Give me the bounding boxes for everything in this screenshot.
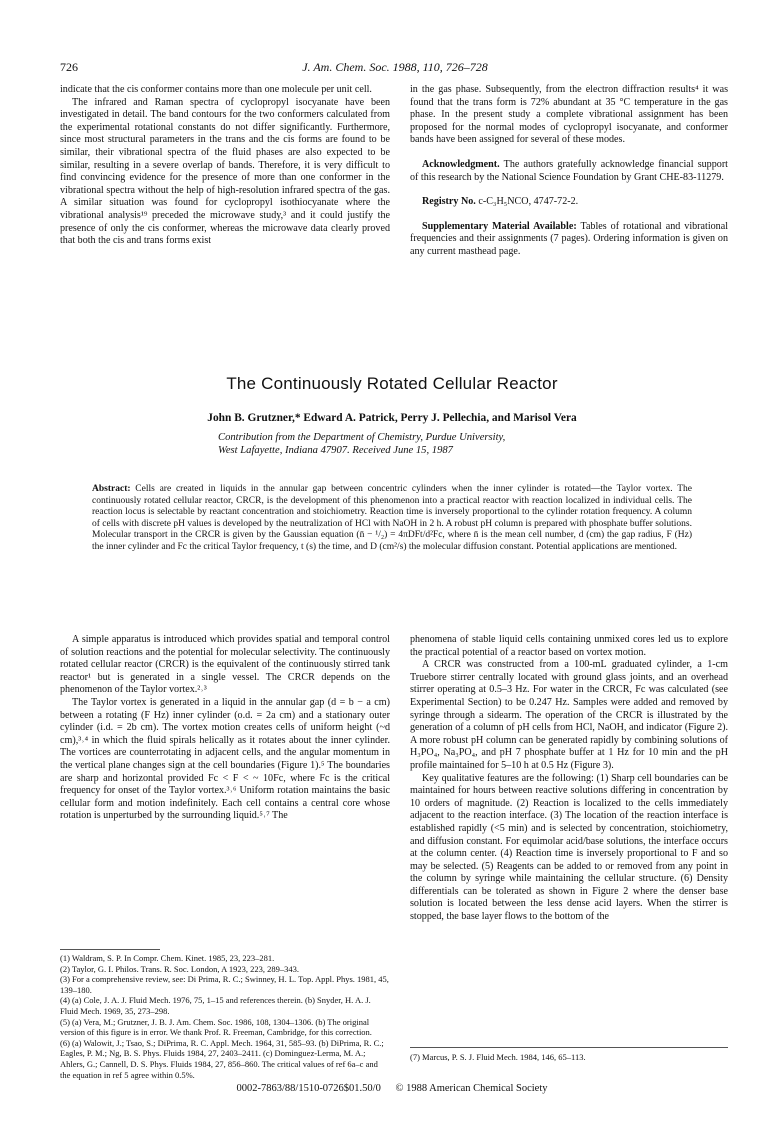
- footnote: (2) Taylor, G. I. Philos. Trans. R. Soc. London, A 1923, 223, 289–343.: [60, 963, 300, 974]
- top-right-column: [410, 84, 728, 259]
- abstract-label: Abstract:: [92, 484, 131, 494]
- ack-text: The authors gratefully acknowledge financial support of this research by the National Science Foundation by Grant CHE-83-11279.: [410, 158, 728, 183]
- article-title: The Continuously Rotated Cellular Reactor: [226, 374, 558, 393]
- running-header: [60, 60, 730, 76]
- footnote: (5) (a) Vera, M.; Grutzner, J. B. J. Am. Chem. Soc. 1986, 108, 1304–1306. (b) The original version of this figure is in error. We thank Prof. R. Freeman, Cambridge, for this correction.: [60, 1016, 372, 1038]
- issn-code: 0002-7863/88/1510-0726$01.50/0: [236, 1083, 381, 1094]
- paragraph: The Taylor vortex is generated in a liquid in the annular gap (d = b − a cm) between a rotating (F Hz) inner cylinder (o.d. = 2a cm) and a stationary outer cylinder (i.d. = 2b cm). The vortex motion creates cells of uniform height (~d cm),³˒⁴ in which the fluid spirals helically as it rotates about the inner cylinder. The vortices are counterrotating in adjacent cells, and the angular momentum in the vertical plane changes sign at the cell boundaries (Figure 1).⁵ The boundaries are sharp and horizontal provided Fc < F < ~ 10Fc, where Fc is the critical frequency for onset of the Taylor vortex.³˒⁶ Uniform rotation maintains the basic cellular form and motion indefinitely. Each cell contains a central core whose rotation is unperturbed by the surrounding liquid.⁵˒⁷ The: [60, 696, 390, 822]
- body-right-column: [410, 634, 728, 924]
- affiliation-line: Contribution from the Department of Chemistry, Purdue University,: [218, 432, 506, 443]
- abstract: [92, 484, 692, 554]
- journal-reference: J. Am. Chem. Soc. 1988, 110, 726–728: [302, 60, 488, 74]
- paragraph: phenomena of stable liquid cells containing unmixed cores led us to explore the practical potential of a reactor based on vortex motion.: [410, 634, 728, 658]
- supp-label: Supplementary Material Available:: [422, 220, 577, 232]
- paragraph: A CRCR was constructed from a 100-mL graduated cylinder, a 1-cm Truebore stirrer centrally located with ground glass joints, and an overhead stirrer operating at 0.5–3 Hz. For water in the CRCR, Fc was calculated (see Experimental Section) to be 0.247 Hz. Samples were added and removed by syringe through a sidearm. The operation of the CRCR is illustrated by the generation of a column of pH cells from HCl, NaOH, and indicator (Figure 2). A more robust pH column can be generated rapidly by combining solutions of H₃PO₄, Na₃PO₄, and pH 7 phosphate buffer at 1 Hz for 10 min and the pH profile maintained for 5–10 h at 0.5 Hz (Figure 3).: [410, 659, 728, 771]
- registry-numbers: [410, 196, 728, 209]
- acknowledgment: [410, 159, 728, 184]
- paragraph: in the gas phase. Subsequently, from the electron diffraction results⁴ it was found that the trans form is 72% abundant at 35 °C temperature in the gas phase. In the present study a complete vibrational assignment has been proposed for the normal modes of cyclopropyl isocyanate, and conformer bands have been assigned for several of these modes.: [410, 84, 728, 146]
- top-left-column: [60, 84, 390, 248]
- footnote-rule: [410, 1047, 728, 1048]
- footnote-rule: [60, 949, 160, 950]
- paragraph: indicate that the cis conformer contains more than one molecule per unit cell.: [60, 84, 372, 95]
- paragraph: Key qualitative features are the following: (1) Sharp cell boundaries can be maintained for hours between reactive solutions differing in concentration by 10 orders of magnitude. (2) Reaction is localized to the cells immediately adjacent to the reaction interface. (3) The location of the reaction interface is established rapidly (<5 min) and is selected by concentration, stoichiometry, and diffusion constant. For equimolar acid/base solutions, the interface occurs at the column center. (4) Reaction time is inversely proportional to F and so may be selected. (5) Reagents can be added to or removed from any point in the column by syringe while maintaining the cellular structure. (6) Density differentials can be tolerated as shown in Figure 2 where the denser base solution is located between the less dense acid layers. When the stirrer is stopped, the base layer flows to the bottom of the: [410, 772, 728, 923]
- abstract-text: Cells are created in liquids in the annular gap between concentric cylinders when the inner cylinder is rotated—the Taylor vortex. The continuously rotated cellular reactor, CRCR, is the development of this phenomenon into a practical reactor with reaction localized in individual cells. The reaction locus is selectable by reactant concentration and stoichiometry. Reaction time is inversely proportional to the cylinder rotation frequency. A column of cells with discrete pH values is developed by the neutralization of HCl with NaOH in 2 h. A robust pH column is prepared with phosphate buffer solutions. Molecular transport in the CRCR is given by the Gaussian equation (n̄ − ¹/₂) = 4πDFt/d²Fc, where n̄ is the mean cell number, d (cm) the gap radius, F (Hz) the inner cylinder and Fc the critical Taylor frequency, t (s) the time, and D (cm²/s) the molecular diffusion constant. Potential applications are mentioned.: [92, 484, 692, 552]
- affiliation: [218, 431, 638, 457]
- footnotes-right: [410, 1052, 728, 1063]
- footnote: (4) (a) Cole, J. A. J. Fluid Mech. 1976, 75, 1–15 and references therein. (b) Snyder, H. A. J. Fluid Mech. 1969, 35, 273–298.: [60, 995, 371, 1016]
- article-authors: John B. Grutzner,* Edward A. Patrick, Perry J. Pellechia, and Marisol Vera: [207, 412, 577, 424]
- footnote: (1) Waldram, S. P. In Compr. Chem. Kinet. 1985, 23, 223–281.: [60, 953, 275, 963]
- body-left-column: [60, 634, 390, 823]
- registry-label: Registry No.: [422, 196, 476, 208]
- footnote: (3) For a comprehensive review, see: Di Prima, R. C.; Swinney, H. L. Top. Appl. Phys. 1981, 45, 139–180.: [60, 974, 389, 995]
- paragraph: The infrared and Raman spectra of cyclopropyl isocyanate have been investigated in detail. The band contours for the two conformers calculated from the experimental rotational constants do not differ significantly. Furthermore, since most structural parameters in the trans and the cis forms are found to be similar, their vibrational spectra of the fluid phases are also expected to be similar, resulting in a severe overlap of bands. Therefore, it is very difficult to find convincing evidence for the presence of more than one conformer in the vibrational spectra without the help of high-resolution infrared spectra of the gas. A similar situation was found for cyclopropyl isothiocyanate where the vibrational analysis¹⁹ preceded the microwave study,³ and it could justify the presence of only the cis conformer, whereas the microwave data clearly proved that both the cis and trans forms exist: [60, 96, 390, 247]
- supplementary-material: [410, 221, 728, 259]
- footnote: (7) Marcus, P. S. J. Fluid Mech. 1984, 146, 65–113.: [410, 1052, 586, 1062]
- footnote: (6) (a) Walowit, J.; Tsao, S.; DiPrima, R. C. Appl. Mech. 1964, 31, 585–93. (b) DiPrima, R. C.; Eagles, P. M.; Ng, B. S. Phys. Fluids 1984, 27, 2403–2411. (c) Dominguez-Lerma, M. A.; Ahlers, G.; Cannell, D. S. Phys. Fluids 1984, 27, 856–860. The critical values of ref 6a–c and the equation in ref 5 agree within 0.5%.: [60, 1037, 384, 1080]
- paragraph: A simple apparatus is introduced which provides spatial and temporal control of solution reactions and the potential for molecular selectivity. The continuously rotated cellular reactor (CRCR) is the equivalent of the continuously stirred tank reactor¹ but is generated in a single vessel. The CRCR depends on the phenomenon of the Taylor vortex.²˒³: [60, 634, 390, 696]
- affiliation-line: West Lafayette, Indiana 47907. Received June 15, 1987: [218, 445, 453, 456]
- registry-text: c-C₃H₅NCO, 4747-72-2.: [475, 196, 579, 208]
- supp-text: Tables of rotational and vibrational frequencies and their assignments (7 pages). Ordering information is given on any current masthead page.: [410, 220, 728, 257]
- page-footer: [0, 1083, 784, 1094]
- ack-label: Acknowledgment.: [422, 158, 500, 170]
- copyright: © 1988 American Chemical Society: [395, 1083, 548, 1094]
- footnotes-left: [60, 953, 390, 1080]
- page-number: 726: [60, 60, 78, 74]
